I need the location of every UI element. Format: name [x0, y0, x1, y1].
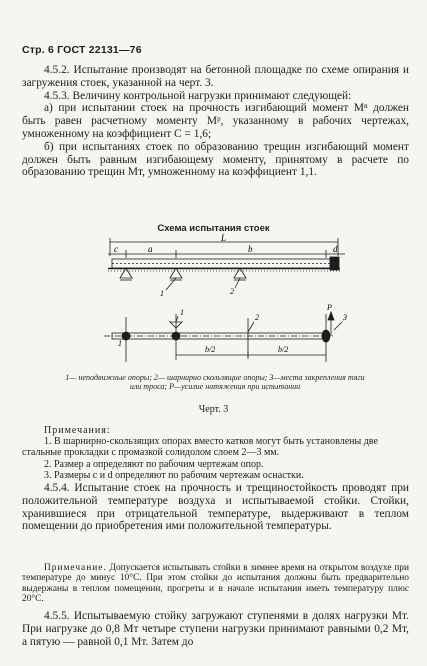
top-elevation-view: [108, 238, 345, 290]
fixed-support-plan-left: [122, 332, 130, 340]
section-4-5-4: [22, 482, 409, 533]
label-a: a: [148, 244, 153, 254]
temperature-note-text: Допускается испытывать стойки в зимнее время на открытом воздухе при температуре до минус 10°C. При этом стойки до испытания должны быть предварительно выдержаны в теплом помещении, прогреты и в начале испытания иметь температуру плюс 20°C.: [22, 563, 410, 605]
figure-caption: Черт. 3: [198, 404, 229, 415]
paragraph-4-5-4: 4.5.4. Испытание стоек на прочность и трещиностойкость проводят при положительной температуре воздуха и испытываемой стойки. Стойки, хранившиеся при отрицательной температуре, выдерживают в теплом помещении до приобретения ими положительной температуры.: [22, 482, 409, 533]
fixed-support-left: [120, 268, 132, 278]
note-1: 1. В шарнирно-скользящих опорах вместо катков могут быть установлены две стальные прокладки с промазкой солидолом слоем 2—3 мм.: [22, 436, 378, 459]
label-half-b-right: b/2: [278, 345, 289, 354]
leader-3-plan: [334, 322, 342, 330]
label-c: c: [114, 244, 118, 254]
note-2: 2. Размер a определяют по рабочим чертежам опор.: [44, 458, 264, 470]
section-4-5-5: [22, 610, 409, 648]
paragraph-4-5-2: 4.5.2. Испытание производят на бетонной площадке по схеме опирания и загружения стоек, указанной на черт. 3.: [22, 64, 409, 89]
temperature-note: [22, 563, 409, 605]
sliding-support-top: [234, 268, 246, 278]
figure-title: Схема испытания стоек: [157, 223, 270, 234]
test-scheme-figure: [0, 232, 427, 374]
label-L: L: [221, 233, 227, 243]
leader-2-plan: [248, 322, 254, 332]
notes-block: [22, 425, 409, 481]
temperature-note-label: Примечание.: [44, 563, 107, 573]
notes-heading: Примечания:: [44, 425, 111, 436]
leader-2-top: [235, 278, 240, 288]
paragraph-4-5-3: 4.5.3. Величину контрольной нагрузки принимают следующей:: [44, 89, 352, 102]
label-half-b-left: b/2: [205, 345, 216, 354]
label-d: d: [333, 244, 338, 254]
label-b: b: [248, 244, 253, 254]
paragraph-4-5-3-b: б) при испытаниях стоек по образованию трещин изгибающий момент должен быть равным изгибающему моменту, принятому в расчете по образованию трещин Mт, умноженному на коэффициент 1,1.: [22, 140, 409, 179]
paragraph-4-5-3-a: а) при испытании стоек на прочность изгибающий момент Mⁿ должен быть равен расчетному моменту Mᵖ, указанному в рабочих чертежах, умноженному на коэффициент C = 1,6;: [22, 102, 409, 140]
note-3: 3. Размеры c и d определяют по рабочим чертежам оснастки.: [44, 469, 304, 481]
label-load-P: P: [327, 303, 332, 312]
label-support-1-left: 1: [118, 339, 122, 348]
page-header: Стр. 6 ГОСТ 22131—76: [22, 44, 142, 56]
tie-anchor-plan: [322, 330, 330, 342]
label-tie-point-3: 3: [343, 313, 347, 322]
section-4-5-2-4-5-3: [22, 64, 409, 179]
fixed-support-middle: [170, 268, 182, 278]
load-arrow-head: [328, 312, 334, 320]
paragraph-4-5-5: 4.5.5. Испытываемую стойку загружают ступенями в долях нагрузки Mт. При нагрузке до 0,8 Mт четыре ступени нагрузки принимают равными 0,2 Mт, а пятую — равной 0,1 Mт. Затем до: [22, 610, 409, 648]
label-support-1-plan: 1: [180, 308, 184, 317]
figure-legend: 1— неподвижные опоры; 2— шарнирно скользящие опоры; 3—места закрепления тяги или троса; P—усилие натяжения при испытании: [65, 373, 365, 391]
label-support-2-top: 2: [230, 287, 234, 296]
support-node-middle: [172, 332, 180, 340]
label-support-2-plan: 2: [255, 313, 259, 322]
bottom-plan-view: [104, 312, 342, 362]
label-support-1-top: 1: [160, 289, 164, 298]
end-anchor-block: [330, 257, 339, 270]
